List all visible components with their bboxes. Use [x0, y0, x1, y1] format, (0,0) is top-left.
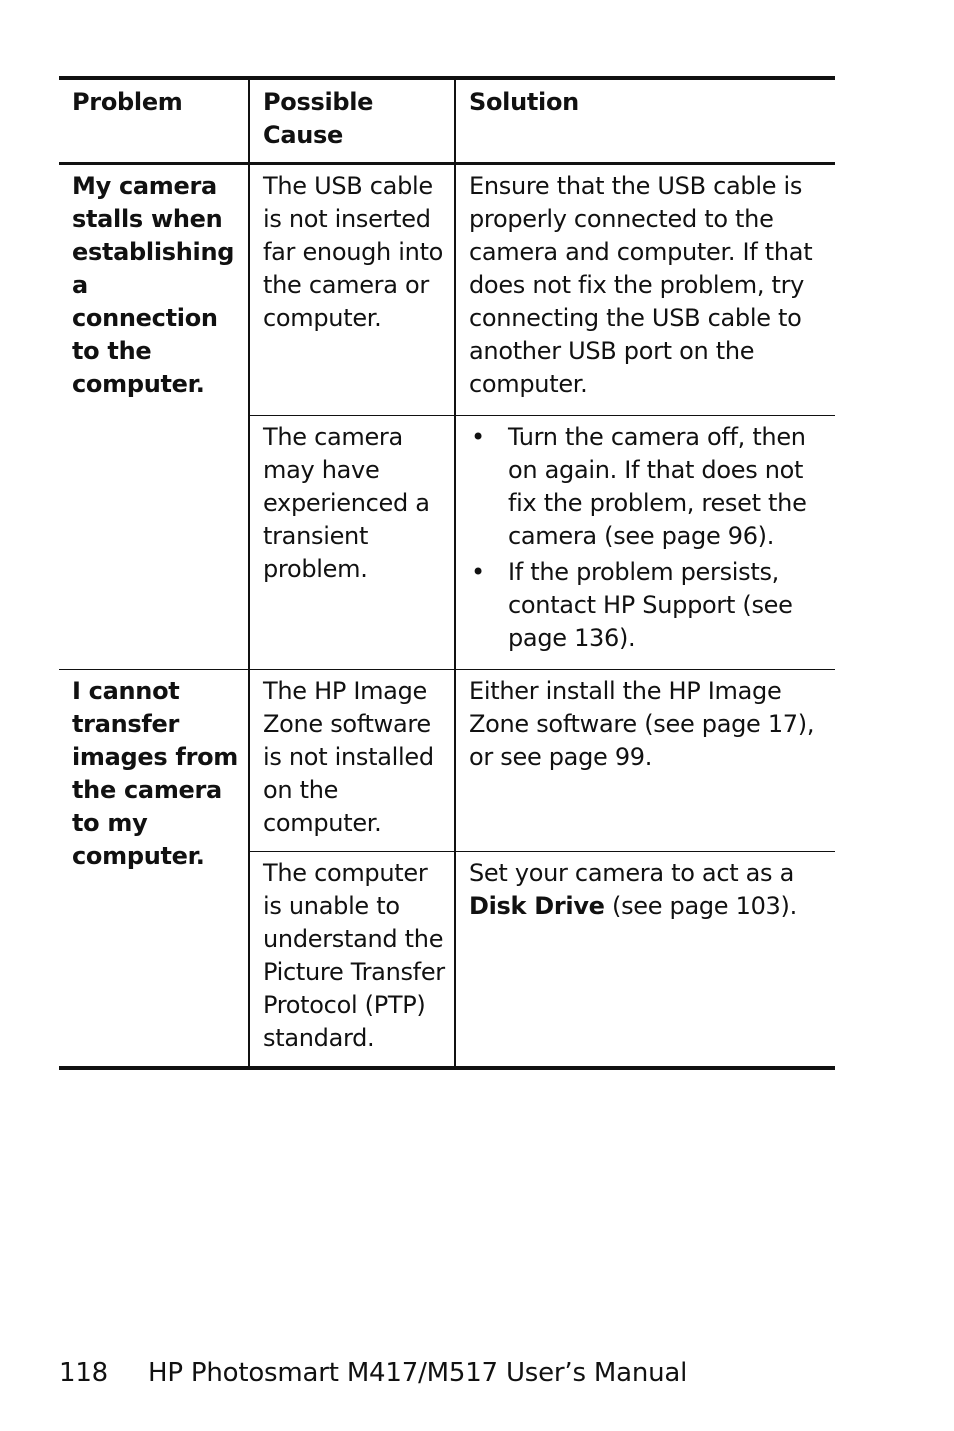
cause-cell: The computer is unable to understand the Picture Transfer Protocol (PTP) standard.: [249, 852, 455, 1069]
solution-text-post: (see page 103).: [604, 892, 797, 920]
page-footer: [59, 1355, 687, 1391]
table-header-row: [59, 78, 835, 164]
solution-text-pre: Set your camera to act as a: [469, 859, 794, 887]
bullet-icon: •: [471, 558, 485, 586]
table-row: [59, 164, 835, 416]
table-row: [59, 670, 835, 852]
disk-drive-label: Disk Drive: [469, 892, 605, 920]
cause-cell: The HP Image Zone software is not installed on the computer.: [249, 670, 455, 852]
bullet-text: Turn the camera off, then on again. If that does not fix the problem, reset the camera (see page 96).: [508, 423, 807, 550]
header-problem: Problem: [59, 78, 249, 164]
cause-cell: The camera may have experienced a transient problem.: [249, 416, 455, 670]
list-item: [469, 421, 827, 553]
header-possible-cause: Possible Cause: [249, 78, 455, 164]
header-solution: Solution: [455, 78, 835, 164]
solution-bullet-list: [469, 421, 827, 655]
problem-cell: My camera stalls when establishing a connection to the computer.: [72, 172, 235, 398]
cause-cell: The USB cable is not inserted far enough into the camera or computer.: [249, 164, 455, 416]
bullet-icon: •: [471, 423, 485, 451]
troubleshooting-table: [59, 76, 835, 1070]
manual-title: HP Photosmart M417/M517 User’s Manual: [148, 1358, 688, 1388]
page-number: 118: [59, 1358, 109, 1388]
solution-cell: [455, 852, 835, 1069]
problem-cell: I cannot transfer images from the camera to my computer.: [59, 670, 249, 1069]
solution-cell: Ensure that the USB cable is properly connected to the camera and computer. If that does not fix the problem, try connecting the USB cable to another USB port on the computer.: [455, 164, 835, 416]
solution-cell: [455, 416, 835, 670]
bullet-text: If the problem persists, contact HP Support (see page 136).: [508, 558, 793, 652]
list-item: [469, 556, 827, 655]
solution-cell: Either install the HP Image Zone software (see page 17), or see page 99.: [455, 670, 835, 852]
